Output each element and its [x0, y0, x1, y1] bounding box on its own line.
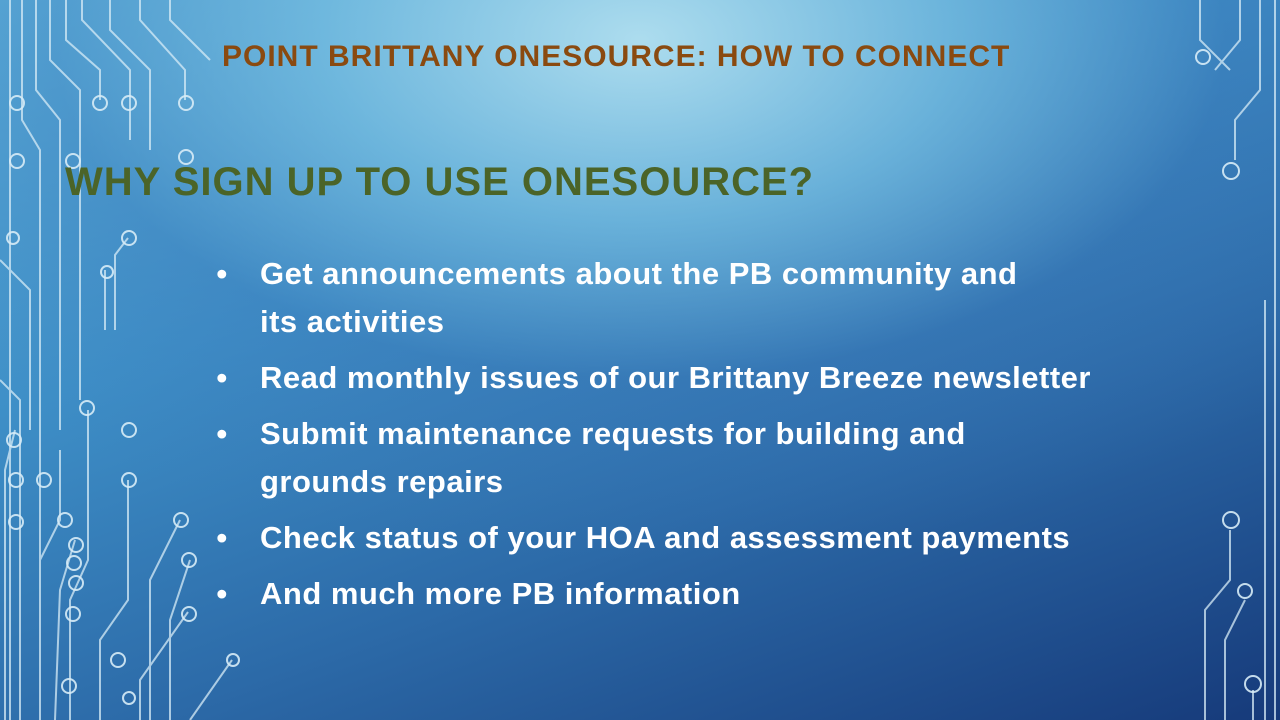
slide-top-title: POINT BRITTANY ONESOURCE: HOW TO CONNECT: [222, 40, 1011, 73]
bullet-item: [212, 250, 1202, 346]
bullet-item: [212, 514, 1202, 562]
bullet-text-line-1: Get announcements about the PB community and: [260, 256, 1018, 291]
bullet-text-line-1: Check status of your HOA and assessment payments: [260, 520, 1071, 555]
bullet-text-line-1: Submit maintenance requests for building and: [260, 416, 966, 451]
bullet-item: [212, 354, 1202, 402]
bullet-list: [212, 250, 1202, 626]
bullet-dot: •: [216, 576, 228, 611]
bullet-text-line-2: grounds repairs: [260, 464, 504, 499]
bullet-text-line-1: Read monthly issues of our Brittany Breeze newsletter: [260, 360, 1091, 395]
bullet-dot: •: [216, 520, 228, 555]
bullet-item: [212, 570, 1202, 618]
bullet-text-line-1: And much more PB information: [260, 576, 741, 611]
bullet-item: [212, 410, 1202, 506]
bullet-dot: •: [216, 256, 228, 291]
bullet-dot: •: [216, 416, 228, 451]
bullet-dot: •: [216, 360, 228, 395]
slide-heading: WHY SIGN UP TO USE ONESOURCE?: [65, 160, 815, 204]
bullet-text-line-2: its activities: [260, 304, 445, 339]
